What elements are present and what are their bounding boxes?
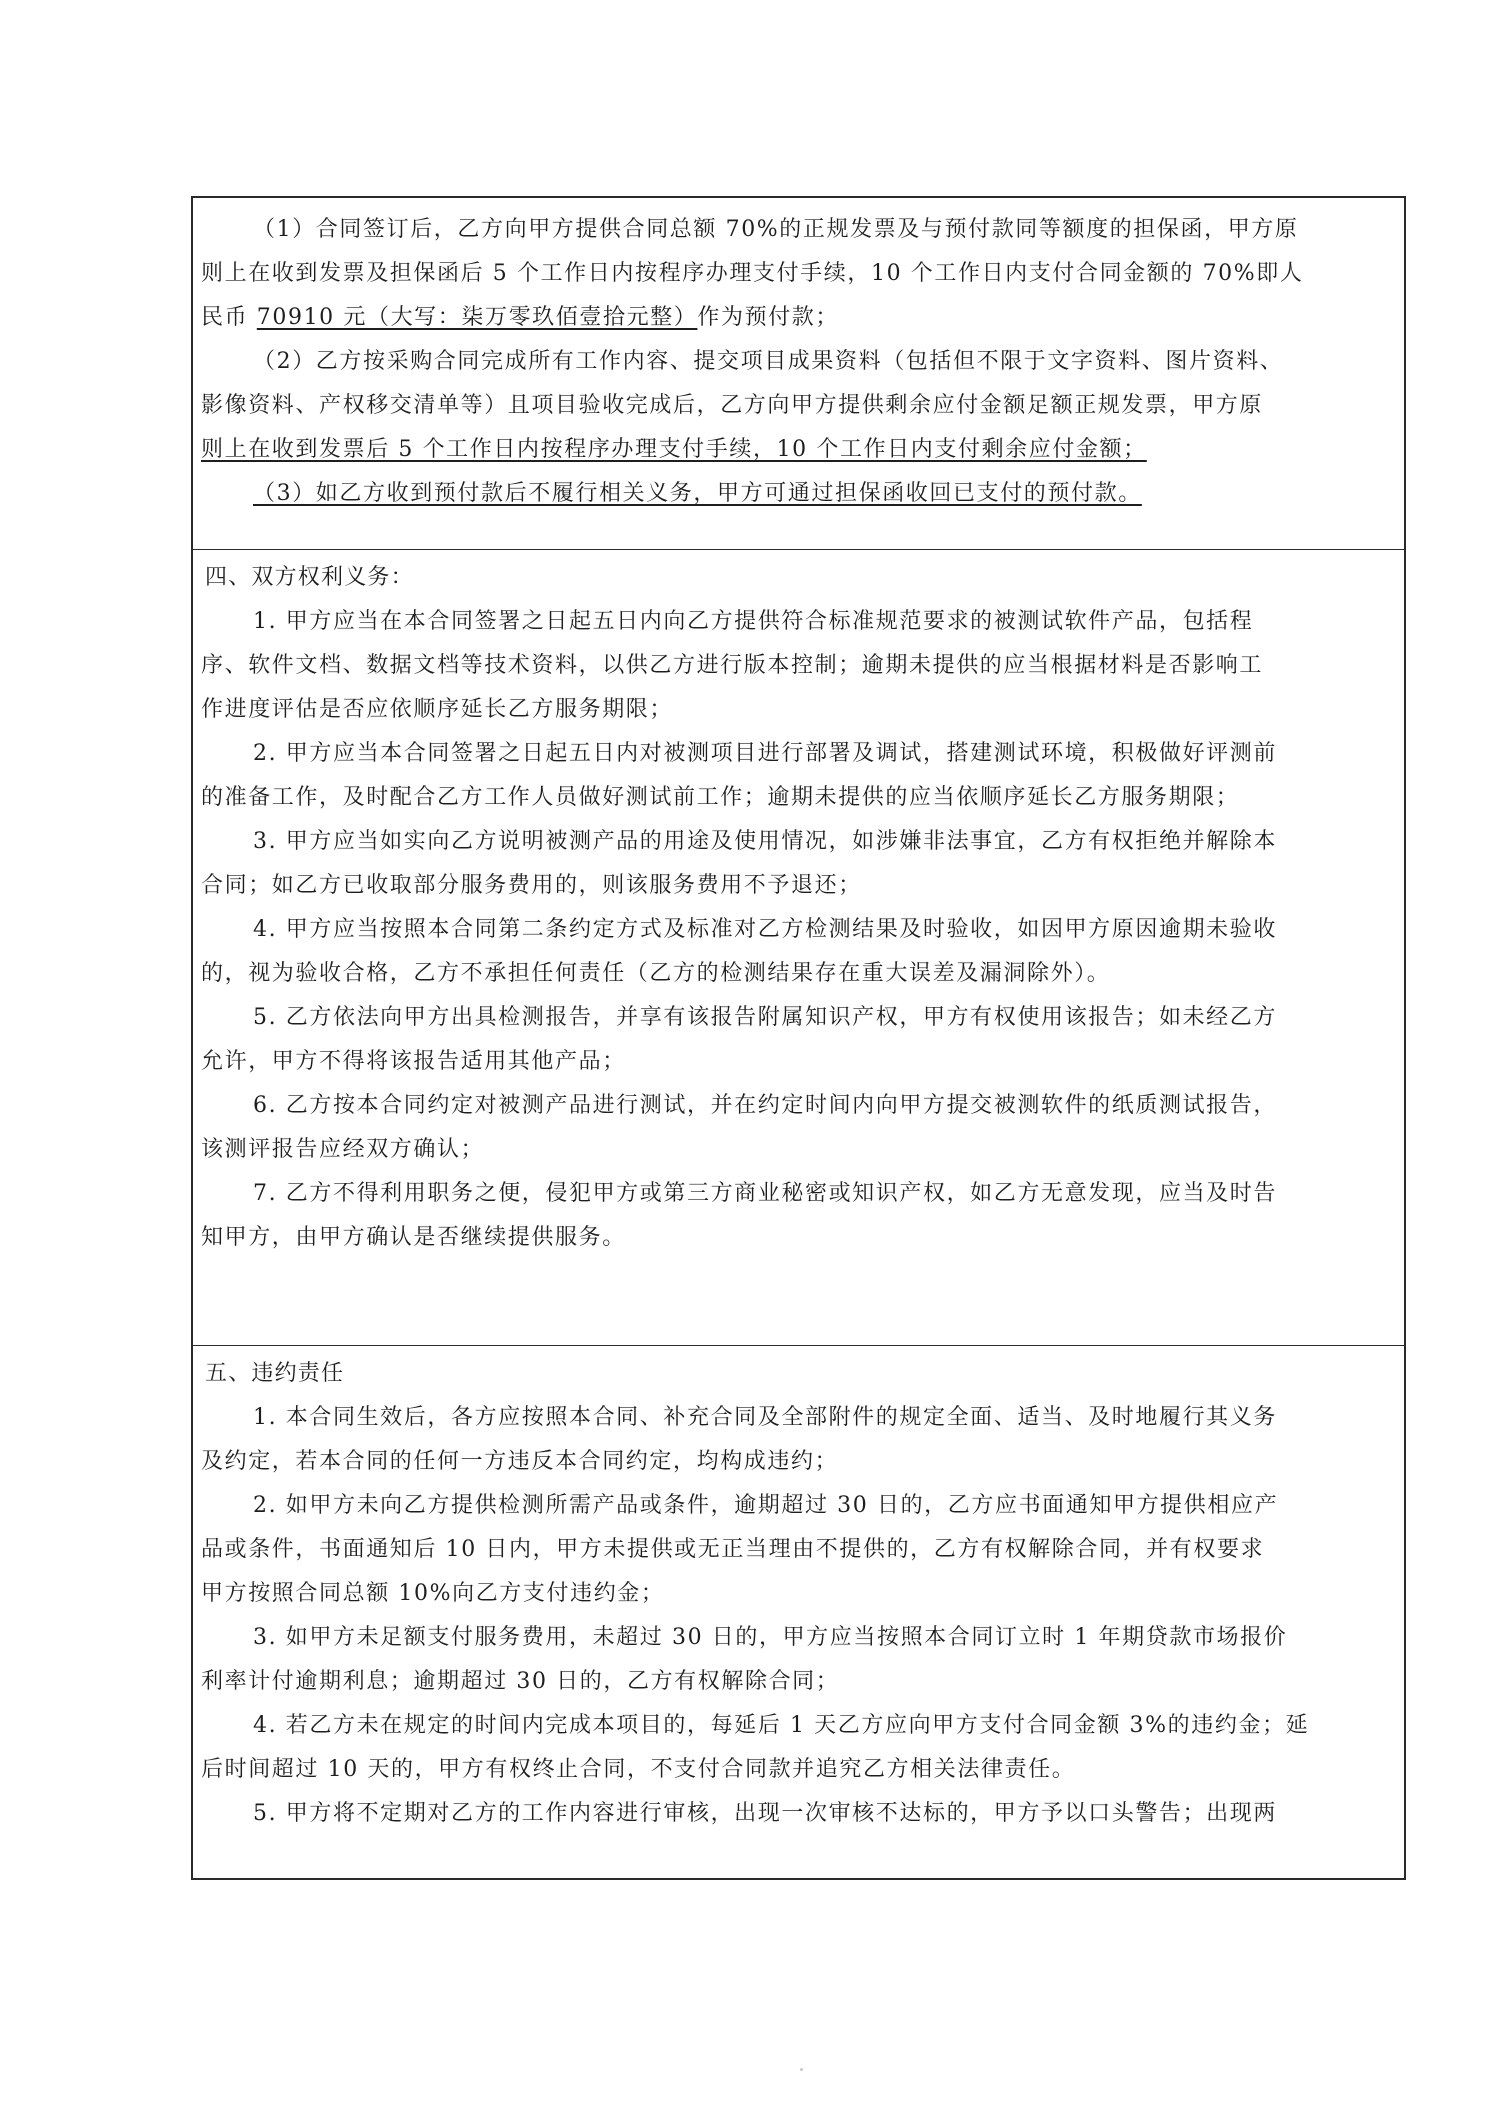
liability-item-4-line-1: 4. 若乙方未在规定的时间内完成本项目的，每延后 1 天乙方应向甲方支付合同金额 3%的违约金；延 bbox=[253, 1713, 1310, 1738]
payment-term-1-line-3 bbox=[201, 296, 1396, 340]
payment-term-2-line-3: 则上在收到发票后 5 个工作日内按程序办理支付手续，10 个工作日内支付剩余应付金额； bbox=[201, 437, 1147, 462]
liability-item-2-line-2: 品或条件，书面通知后 10 日内，甲方未提供或无正当理由不提供的，乙方有权解除合同，并有权要求 bbox=[201, 1537, 1265, 1562]
rights-item-4-line-2: 的，视为验收合格，乙方不承担任何责任（乙方的检测结果存在重大误差及漏洞除外）。 bbox=[201, 961, 1111, 986]
liability-item-2-line-3: 甲方按照合同总额 10%向乙方支付违约金； bbox=[201, 1581, 665, 1606]
liability-item-5-line-1: 5. 甲方将不定期对乙方的工作内容进行审核，出现一次审核不达标的，甲方予以口头警告；出现两 bbox=[253, 1801, 1277, 1826]
payment-term-3-line-1: （3）如乙方收到预付款后不履行相关义务，甲方可通过担保函收回已支付的预付款。 bbox=[253, 481, 1142, 506]
payment-terms-cell bbox=[193, 198, 1404, 549]
payment-term-1-prefix: 民币 bbox=[201, 305, 257, 330]
rights-item-7-line-2: 知甲方，由甲方确认是否继续提供服务。 bbox=[201, 1225, 626, 1250]
rights-item-2-line-1: 2. 甲方应当本合同签署之日起五日内对被测项目进行部署及调试，搭建测试环境，积极做好评测前 bbox=[253, 741, 1277, 766]
rights-item-1-line-2: 序、软件文档、数据文档等技术资料，以供乙方进行版本控制；逾期未提供的应当根据材料是否影响工 bbox=[201, 653, 1264, 678]
rights-item-3-line-2: 合同；如乙方已收取部分服务费用的，则该服务费用不予退还； bbox=[201, 873, 862, 898]
payment-term-2-line-1: （2）乙方按采购合同完成所有工作内容、提交项目成果资料（包括但不限于文字资料、图片资料、 bbox=[253, 349, 1284, 374]
liability-item-4-line-2: 后时间超过 10 天的，甲方有权终止合同，不支付合同款并追究乙方相关法律责任。 bbox=[201, 1757, 1076, 1782]
liability-item-1-line-2: 及约定，若本合同的任何一方违反本合同约定，均构成违约； bbox=[201, 1449, 839, 1474]
liability-item-3-line-2: 利率计付逾期利息；逾期超过 30 日的，乙方有权解除合同； bbox=[201, 1669, 840, 1694]
liability-cell bbox=[193, 1345, 1404, 1878]
payment-term-1-line-2: 则上在收到发票及担保函后 5 个工作日内按程序办理支付手续，10 个工作日内支付合同金额的 70%即人 bbox=[201, 261, 1304, 286]
liability-item-3-line-1: 3. 如甲方未足额支付服务费用，未超过 30 日的，甲方应当按照本合同订立时 1 年期贷款市场报价 bbox=[253, 1625, 1288, 1650]
rights-item-4-line-1: 4. 甲方应当按照本合同第二条约定方式及标准对乙方检测结果及时验收，如因甲方原因逾期未验收 bbox=[253, 917, 1277, 942]
scan-speck bbox=[800, 2068, 803, 2071]
rights-item-1-line-3: 作进度评估是否应依顺序延长乙方服务期限； bbox=[201, 697, 674, 722]
rights-item-7-line-1: 7. 乙方不得利用职务之便，侵犯甲方或第三方商业秘密或知识产权，如乙方无意发现，应当及时告 bbox=[253, 1181, 1277, 1206]
contract-table bbox=[191, 196, 1406, 1880]
rights-obligations-cell bbox=[193, 549, 1404, 1345]
rights-item-6-line-2: 该测评报告应经双方确认； bbox=[201, 1137, 485, 1162]
payment-term-1-suffix: 作为预付款； bbox=[697, 305, 839, 330]
rights-item-2-line-2: 的准备工作，及时配合乙方工作人员做好测试前工作；逾期未提供的应当依顺序延长乙方服务期限； bbox=[201, 785, 1240, 810]
liability-heading: 五、违约责任 bbox=[205, 1361, 345, 1386]
rights-heading: 四、双方权利义务： bbox=[205, 565, 414, 590]
rights-item-6-line-1: 6. 乙方按本合同约定对被测产品进行测试，并在约定时间内向甲方提交被测软件的纸质测试报告， bbox=[253, 1093, 1277, 1118]
liability-item-1-line-1: 1. 本合同生效后，各方应按照本合同、补充合同及全部附件的规定全面、适当、及时地履行其义务 bbox=[253, 1405, 1277, 1430]
rights-item-1-line-1: 1. 甲方应当在本合同签署之日起五日内向乙方提供符合标准规范要求的被测试软件产品，包括程 bbox=[253, 609, 1254, 634]
liability-item-2-line-1: 2. 如甲方未向乙方提供检测所需产品或条件，逾期超过 30 日的，乙方应书面通知甲方提供相应产 bbox=[253, 1493, 1279, 1518]
payment-term-2-line-2: 影像资料、产权移交清单等）且项目验收完成后，乙方向甲方提供剩余应付金额足额正规发票，甲方原 bbox=[201, 393, 1264, 418]
rights-item-3-line-1: 3. 甲方应当如实向乙方说明被测产品的用途及使用情况，如涉嫌非法事宜，乙方有权拒绝并解除本 bbox=[253, 829, 1277, 854]
rights-item-5-line-2: 允许，甲方不得将该报告适用其他产品； bbox=[201, 1049, 626, 1074]
rights-item-5-line-1: 5. 乙方依法向甲方出具检测报告，并享有该报告附属知识产权，甲方有权使用该报告；如未经乙方 bbox=[253, 1005, 1277, 1030]
advance-payment-amount: 70910 元（大写：柒万零玖佰壹拾元整） bbox=[256, 305, 698, 330]
payment-term-1-line-1: （1）合同签订后，乙方向甲方提供合同总额 70%的正规发票及与预付款同等额度的担保函，甲方原 bbox=[253, 217, 1299, 242]
